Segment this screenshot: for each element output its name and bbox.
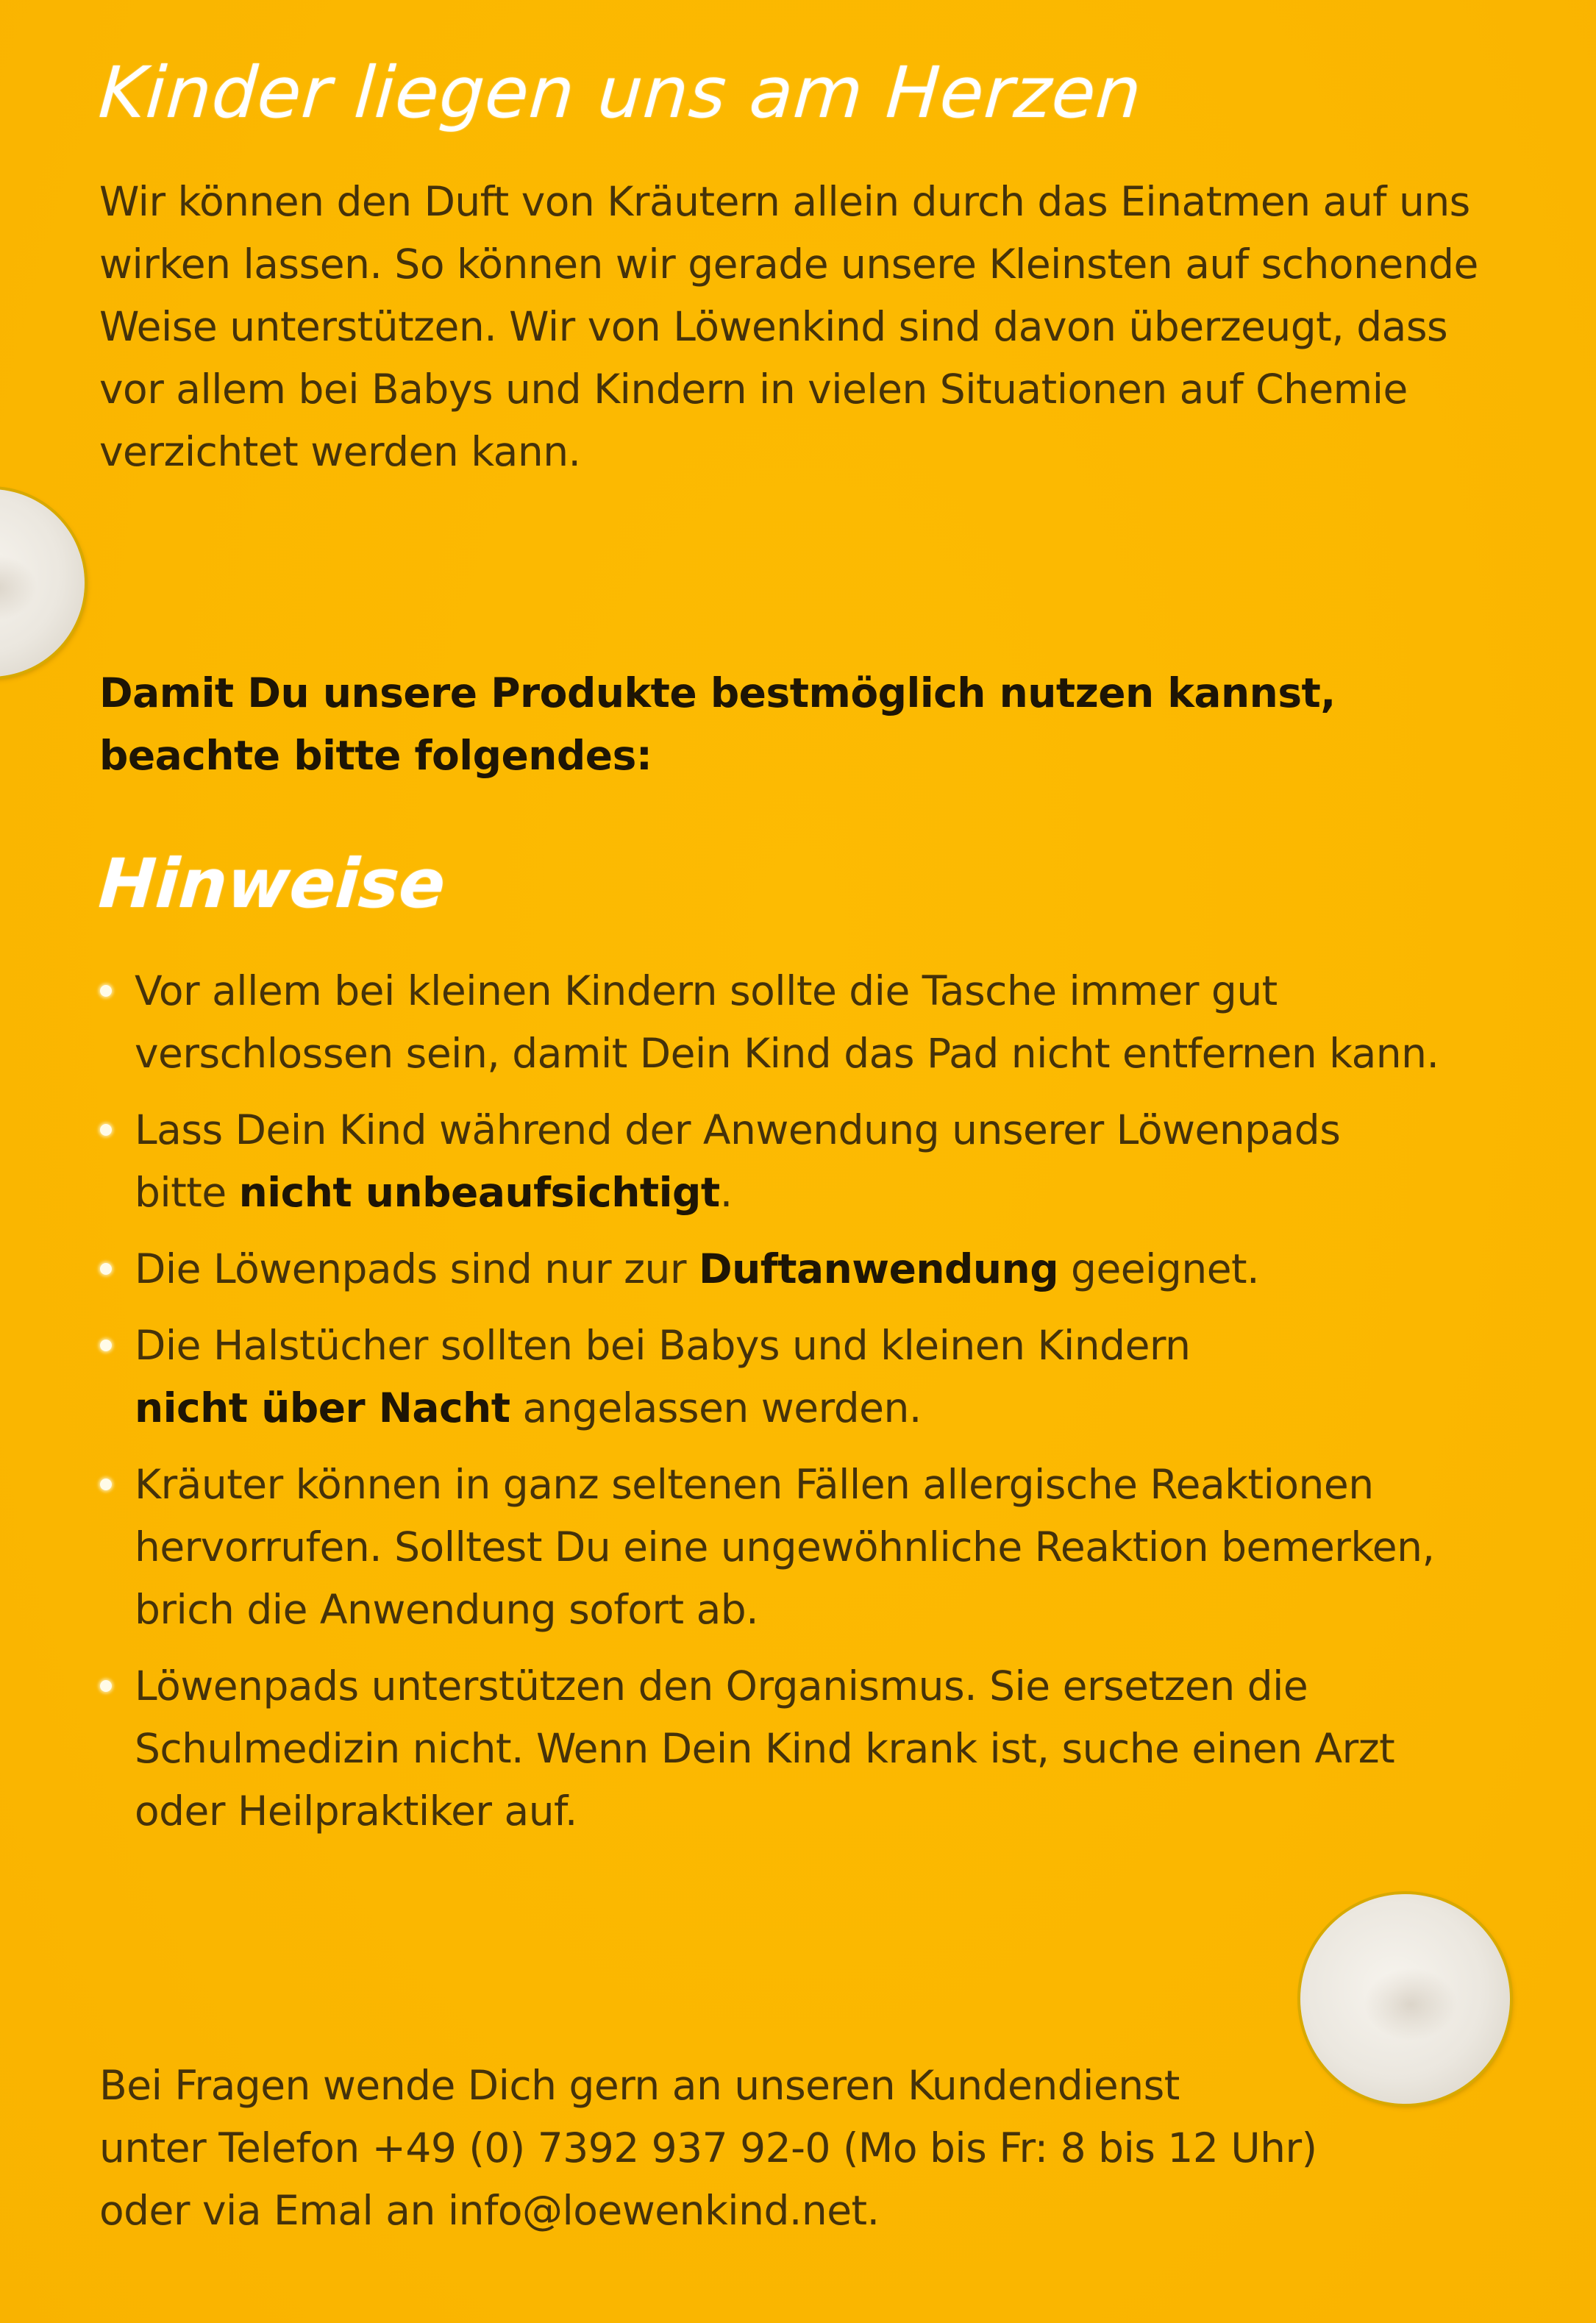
hints-heading: Hinweise [96,844,448,923]
hint-item [96,960,1530,1085]
hint-line: Lass Dein Kind während der Anwendung unserer Löwenpads [135,1106,1341,1153]
herb-pad-left-image [0,489,85,677]
hint-line: oder Heilpraktiker auf. [135,1787,577,1835]
intro-line: wirken lassen. So können wir gerade unsere Kleinsten auf schonende [99,241,1478,288]
usage-notice [99,662,1336,787]
hint-text: geeignet. [1058,1245,1260,1292]
herb-pad-bottom-right-image [1300,1894,1510,2104]
bullet-dot-icon [100,1479,112,1490]
hint-item [96,1454,1530,1641]
intro-line: verzichtet werden kann. [99,428,581,475]
hint-line: verschlossen sein, damit Dein Kind das Pad nicht entfernen kann. [135,1030,1439,1077]
bullet-dot-icon [100,1124,112,1136]
page-title: Kinder liegen uns am Herzen [96,51,1145,134]
contact-email-line: oder via Emal an info@loewenkind.net. [99,2187,880,2234]
hint-item [96,1315,1530,1440]
bullet-dot-icon [100,985,112,997]
intro-line: vor allem bei Babys und Kindern in vielen Situationen auf Chemie [99,366,1408,413]
hint-text: bitte [135,1169,239,1216]
bullet-dot-icon [100,1340,112,1351]
intro-line: Wir können den Duft von Kräutern allein durch das Einatmen auf uns [99,178,1470,225]
hint-line [135,1162,1530,1224]
contact-phone-line: unter Telefon +49 (0) 7392 937 92-0 (Mo bis Fr: 8 bis 12 Uhr) [99,2124,1317,2171]
intro-line: Weise unterstützen. Wir von Löwenkind sind davon überzeugt, dass [99,303,1448,350]
hint-line: Vor allem bei kleinen Kindern sollte die Tasche immer gut [135,967,1278,1014]
hint-item [96,1099,1530,1224]
pad-texture [0,555,38,620]
hint-line: Die Halstücher sollten bei Babys und kleinen Kindern [135,1322,1191,1369]
hint-line: Schulmedizin nicht. Wenn Dein Kind krank ist, suche einen Arzt [135,1725,1395,1772]
notice-line: beachte bitte folgendes: [99,732,652,779]
hint-text: Die Löwenpads sind nur zur [135,1245,699,1292]
hint-emphasis: nicht unbeaufsichtigt [238,1169,720,1216]
hint-line [135,1238,1530,1301]
hints-list [96,960,1530,1857]
hint-item [96,1655,1530,1843]
hint-line: brich die Anwendung sofort ab. [135,1586,759,1633]
hint-emphasis: nicht über Nacht [135,1384,510,1431]
hint-text: . [719,1169,733,1216]
intro-paragraph [99,171,1519,483]
hint-text: angelassen werden. [510,1384,922,1431]
hint-line: hervorrufen. Solltest Du eine ungewöhnliche Reaktion bemerken, [135,1523,1435,1570]
hint-line: Löwenpads unterstützen den Organismus. Sie ersetzen die [135,1662,1308,1710]
hint-item [96,1238,1530,1301]
notice-line: Damit Du unsere Produkte bestmöglich nutzen kannst, [99,669,1336,716]
hint-emphasis: Duftanwendung [698,1245,1059,1292]
contact-line: Bei Fragen wende Dich gern an unseren Kundendienst [99,2062,1180,2109]
contact-info [99,2055,1317,2242]
hint-line [135,1377,1530,1440]
bullet-dot-icon [100,1263,112,1275]
pad-texture [1364,1968,1458,2041]
bullet-dot-icon [100,1680,112,1692]
hint-line: Kräuter können in ganz seltenen Fällen allergische Reaktionen [135,1461,1374,1508]
